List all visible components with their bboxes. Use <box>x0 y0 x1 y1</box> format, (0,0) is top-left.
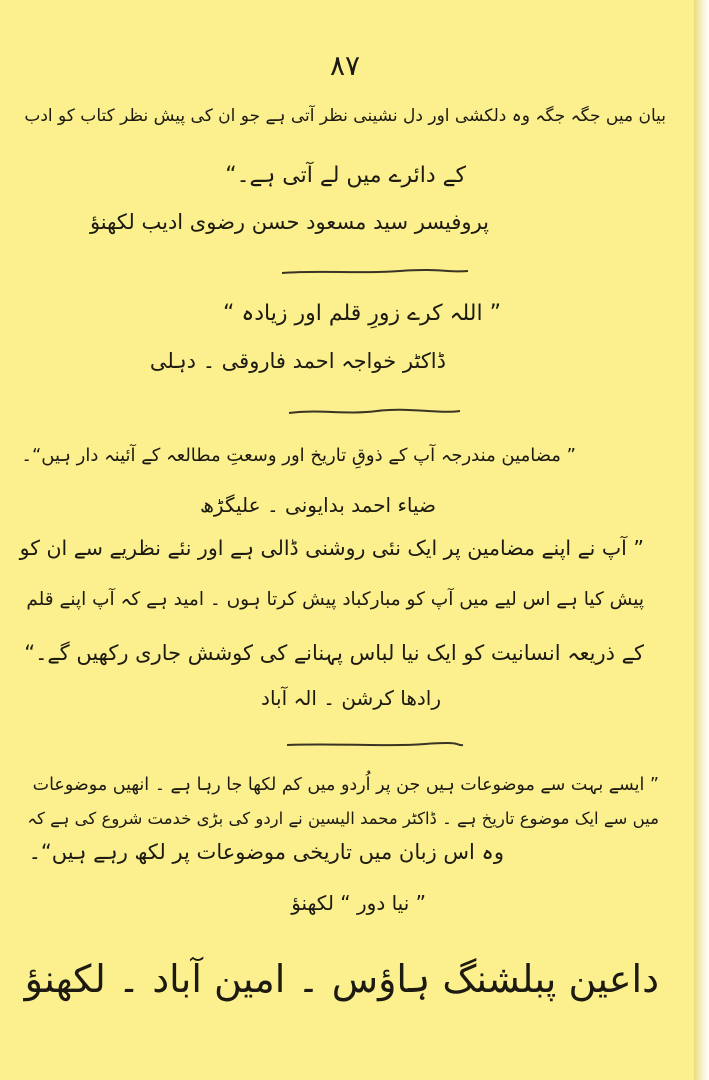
quote-2-line-1: ” اللہ کرے زورِ قلم اور زیادہ “ <box>222 301 501 326</box>
quote-4-attribution: رادھا کرشن ۔ الہ آباد <box>261 686 441 710</box>
publisher-footer: داعین پبلشنگ ہاؤس ۔ امین آباد ۔ لکھنؤ <box>24 957 659 1001</box>
page-edge <box>694 0 709 1080</box>
quote-4-line-2: پیش کیا ہے اس لیے میں آپ کو مبارکباد پیش کرتا ہوں ۔ امید ہے کہ آپ اپنے قلم <box>26 589 644 610</box>
quote-5-line-2: میں سے ایک موضوع تاریخ ہے ۔ ڈاکٹر محمد الیسین نے اردو کی بڑی خدمت شروع کی ہے کہ <box>27 809 659 828</box>
separator-line-2 <box>287 407 462 417</box>
quote-1-line-1: بیان میں جگہ جگہ وہ دلکشی اور دل نشینی نظر آتی ہے جو ان کی پیش نظر کتاب کو ادب <box>24 106 666 126</box>
page-number: ۸۷ <box>330 49 361 82</box>
quote-5-line-3: وہ اس زبان میں تاریخی موضوعات پر لکھ رہے ہیں“۔ <box>28 840 504 864</box>
quote-1-line-2: کے دائرے میں لے آتی ہے۔“ <box>225 163 466 188</box>
quote-3-attribution: ضیاء احمد بدایونی ۔ علیگڑھ <box>199 493 436 517</box>
quote-2-attribution: ڈاکٹر خواجہ احمد فاروقی ۔ دہلی <box>149 349 446 373</box>
quote-4-line-1: ” آپ نے اپنے مضامین پر ایک نئی روشنی ڈالی ہے اور نئے نظریے سے ان کو <box>19 536 644 560</box>
quote-5-attribution: ” نیا دور “ لکھنؤ <box>291 891 426 915</box>
quote-4-line-3: کے ذریعہ انسانیت کو ایک نیا لباس پہنانے کی کوشش جاری رکھیں گے۔“ <box>24 641 644 665</box>
separator-line-1 <box>280 268 470 276</box>
quote-1-attribution: پروفیسر سید مسعود حسن رضوی ادیب لکھنؤ <box>89 210 489 234</box>
quote-3-line-1: ” مضامین مندرجہ آپ کے ذوقِ تاریخ اور وسعتِ مطالعہ کے آئینہ دار ہیں“۔ <box>21 445 576 466</box>
separator-line-3 <box>285 741 465 749</box>
quote-5-line-1: ” ایسے بہت سے موضوعات ہیں جن پر اُردو میں کم لکھا جا رہا ہے ۔ انھیں موضوعات <box>32 775 659 795</box>
